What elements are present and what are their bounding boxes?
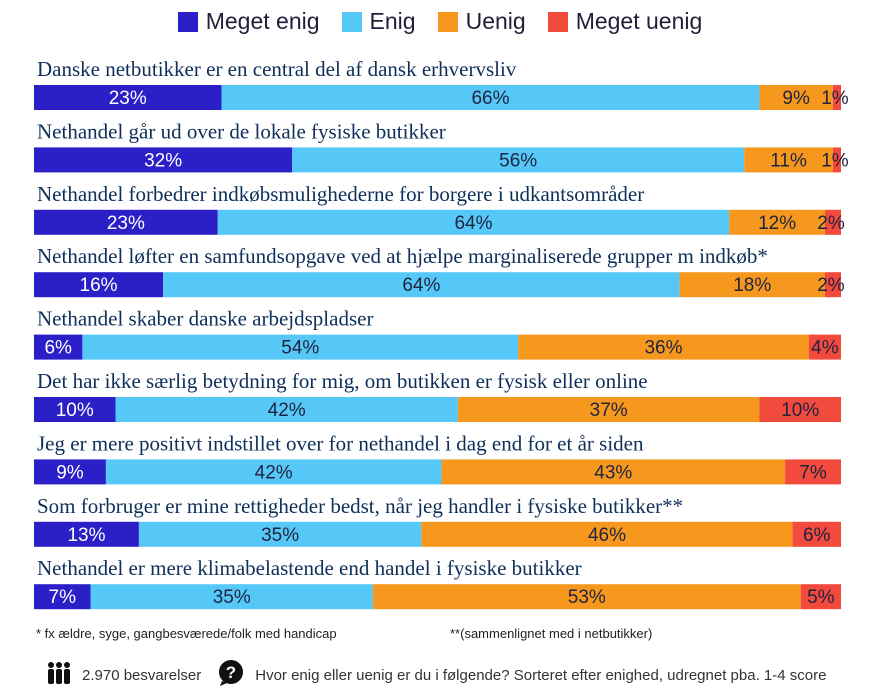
data-label: 2% [817, 212, 845, 234]
footnote-left: * fx ældre, syge, gangbesværede/folk med handicap [36, 626, 337, 641]
data-label: 42% [254, 462, 293, 484]
data-label: 64% [454, 212, 493, 234]
data-label: 10% [781, 400, 820, 421]
legend-label: Meget enig [205, 8, 320, 34]
data-label: 37% [589, 400, 628, 421]
data-label: 2% [817, 275, 845, 297]
data-label: 32% [144, 150, 183, 172]
data-label: 42% [267, 400, 306, 421]
data-label: 35% [212, 587, 251, 609]
svg-text:?: ? [226, 663, 237, 682]
data-label: 46% [587, 524, 626, 546]
data-label: 9% [782, 88, 810, 109]
respondents-count: 2.970 besvarelser [82, 666, 202, 684]
data-label: 12% [758, 212, 797, 234]
question-label: Nethandel forbedrer indkøbsmulighederne for borgere i udkantsområder [37, 181, 645, 206]
people-icon [46, 661, 72, 689]
data-label: 4% [811, 337, 839, 359]
legend-label: Enig [369, 8, 416, 34]
footer [46, 659, 826, 691]
data-label: 6% [44, 337, 72, 359]
data-label: 6% [803, 524, 831, 546]
question-label: Det har ikke særlig betydning for mig, om butikken er fysisk eller online [37, 369, 648, 393]
question-text: Hvor enig eller uenig er du i følgende? Sorteret efter enighed, udregnet pba. 1-4 score [255, 666, 827, 684]
question-bubble-icon [217, 659, 245, 691]
data-label: 53% [567, 587, 606, 609]
data-label: 10% [55, 400, 94, 421]
legend-label: Uenig [465, 8, 526, 34]
data-label: 13% [67, 524, 106, 546]
data-label: 43% [594, 462, 633, 484]
data-label: 64% [402, 275, 441, 297]
question-label: Jeg er mere positivt indstillet over for nethandel i dag end for et år siden [37, 431, 644, 456]
data-label: 66% [471, 88, 510, 109]
footnote-right: **(sammenlignet med i netbutikker) [450, 626, 653, 641]
data-label: 1% [821, 88, 849, 109]
question-label: Danske netbutikker er en central del af dansk erhvervsliv [37, 57, 517, 81]
question-label: Nethandel er mere klimabelastende end handel i fysiske butikker [37, 556, 582, 581]
data-label: 56% [499, 150, 538, 172]
question-label: Nethandel løfter en samfundsopgave ved at hjælpe marginaliserede grupper m indkøb* [37, 244, 768, 269]
data-label: 18% [733, 275, 772, 297]
data-label: 23% [106, 212, 145, 234]
data-label: 7% [799, 462, 827, 484]
question-label: Nethandel skaber danske arbejdspladser [37, 306, 374, 331]
question-label: Nethandel går ud over de lokale fysiske butikker [37, 119, 446, 144]
legend-label: Meget uenig [575, 8, 703, 34]
data-label: 7% [48, 587, 76, 609]
data-label: 1% [821, 150, 849, 172]
data-label: 23% [108, 88, 147, 109]
data-label: 16% [79, 275, 118, 297]
data-label: 36% [644, 337, 683, 359]
data-label: 35% [261, 524, 300, 546]
data-label: 54% [281, 337, 320, 359]
question-label: Som forbruger er mine rettigheder bedst, når jeg handler i fysiske butikker** [37, 493, 684, 518]
data-label: 9% [56, 462, 84, 484]
data-label: 5% [807, 587, 835, 609]
data-label: 11% [770, 150, 807, 172]
